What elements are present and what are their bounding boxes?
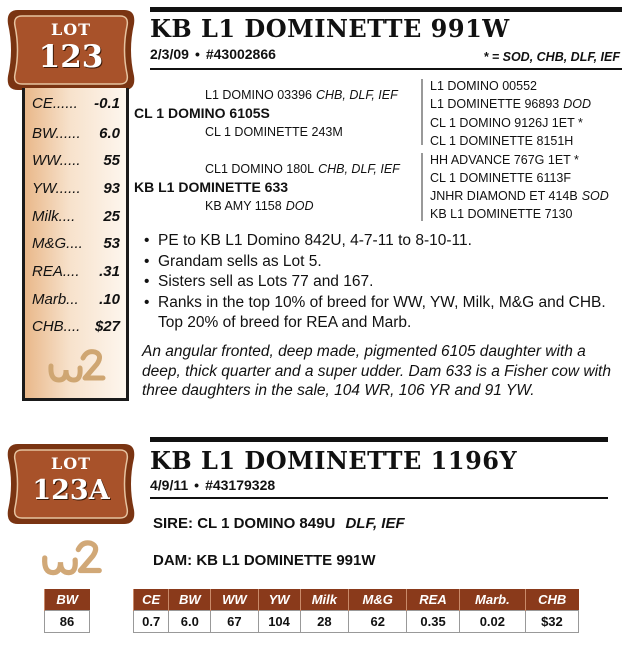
ped-name: JNHR DIAMOND ET 414B [430, 189, 578, 203]
epd-header: Marb. [459, 589, 525, 611]
stat-label: REA.... [32, 263, 80, 280]
separator: • [194, 477, 200, 493]
bw-header: BW [45, 589, 90, 611]
stat-yw [32, 180, 120, 197]
stat-bw [32, 125, 120, 142]
stat-label: YW...... [32, 180, 81, 197]
stat-value: 25 [103, 208, 120, 225]
stat-marb [32, 291, 120, 308]
separator: • [194, 46, 200, 62]
stat-value: 6.0 [99, 125, 120, 142]
birthdate: 2/3/09 [150, 46, 189, 62]
ped-name: L1 DOMINO 00552 [430, 79, 537, 93]
epd-value: 0.7 [134, 611, 169, 633]
dam-name: KB L1 DOMINETTE 991W [196, 552, 376, 569]
ped-codes: CHB, DLF, IEF [316, 88, 398, 102]
ped-codes: SOD [581, 189, 609, 203]
lot-number: 123A [32, 475, 110, 506]
stat-label: CHB.... [32, 318, 81, 335]
epd-header: YW [258, 589, 300, 611]
stat-value: 93 [103, 180, 120, 197]
ped-name: CL 1 DOMINO 9126J 1ET * [430, 116, 583, 130]
note-item: • Ranks in the top 10% of breed for WW, YW, Milk, M&G and CHB. Top 20% of breed for REA and Marb. [142, 293, 622, 334]
title-rule [150, 437, 608, 442]
pedigree-dam-dam [205, 199, 313, 213]
epd-value: 67 [211, 611, 258, 633]
stat-label: Marb... [32, 291, 79, 308]
sire-codes: DLF, IEF [345, 515, 405, 532]
note-item: • PE to KB L1 Domino 842U, 4-7-11 to 8-10-11. [142, 231, 622, 252]
stat-value: $27 [94, 318, 120, 335]
birth-weight-table [44, 589, 90, 633]
lot-label: LOT [50, 20, 92, 39]
ped-name: KB L1 DOMINETTE 7130 [430, 207, 573, 221]
note-item: • Sisters sell as Lots 77 and 167. [142, 272, 622, 293]
pedigree-dam-sire [205, 162, 400, 176]
stat-rea [32, 263, 120, 280]
animal-name: KB L1 DOMINETTE 991W [150, 14, 510, 43]
pedigree-g3 [430, 97, 591, 111]
stat-label: Milk.... [32, 208, 76, 225]
ped-name: HH ADVANCE 767G 1ET * [430, 153, 579, 167]
w2-brand-icon [40, 537, 104, 581]
epd-header: CE [134, 589, 169, 611]
epd-header: REA [407, 589, 460, 611]
pedigree-g3 [430, 116, 587, 130]
codes-legend: * = SOD, CHB, DLF, IEF [483, 50, 620, 64]
epd-header: BW [169, 589, 211, 611]
epd-value: $32 [525, 611, 578, 633]
pedigree-g3 [430, 207, 576, 221]
epd-table [133, 589, 579, 633]
note-item: • Grandam sells as Lot 5. [142, 252, 622, 273]
pedigree-sire-sire [205, 88, 398, 102]
ped-name: L1 DOMINO 03396 [205, 88, 312, 102]
animal-name: KB L1 DOMINETTE 1196Y [150, 446, 518, 475]
epd-sidebar [22, 88, 129, 401]
stat-value: .31 [99, 263, 120, 280]
registration-number: #43179328 [205, 477, 276, 493]
epd-value: 28 [300, 611, 349, 633]
header-rule [150, 68, 622, 70]
dam-label: DAM: [153, 552, 193, 569]
epd-header-row [134, 589, 579, 611]
pedigree-g3 [430, 171, 575, 185]
lot-badge [4, 6, 138, 94]
pedigree-sire: CL 1 DOMINO 6105S [134, 105, 270, 121]
ped-name: KB AMY 1158 [205, 199, 282, 213]
stat-label: M&G.... [32, 235, 83, 252]
lot-badge [4, 440, 138, 528]
pedigree-g3 [430, 134, 577, 148]
stat-value: -0.1 [94, 95, 120, 112]
epd-header: CHB [525, 589, 578, 611]
stat-label: BW...... [32, 125, 81, 142]
stat-value: 55 [103, 152, 120, 169]
notes-list [142, 231, 622, 334]
ped-name: L1 DOMINETTE 96893 [430, 97, 560, 111]
registration-number: #43002866 [205, 46, 276, 62]
epd-value: 0.35 [407, 611, 460, 633]
sire-name: CL 1 DOMINO 849U [197, 515, 336, 532]
epd-header: M&G [349, 589, 407, 611]
pedigree-g3 [430, 79, 541, 93]
dam-line [153, 552, 376, 569]
sire-line [153, 515, 405, 532]
stat-chb [32, 318, 120, 335]
animal-id-line [150, 477, 275, 493]
ped-name: CL 1 DOMINETTE 243M [205, 125, 343, 139]
lot-number: 123 [38, 39, 104, 75]
epd-value: 6.0 [169, 611, 211, 633]
stat-mg [32, 235, 120, 252]
epd-value-row [134, 611, 579, 633]
ped-codes: DOD [563, 97, 591, 111]
stat-ww [32, 152, 120, 169]
title-rule [150, 7, 622, 12]
stat-ce [32, 95, 120, 112]
sire-label: SIRE: [153, 515, 194, 532]
w2-brand-icon [47, 346, 107, 388]
stat-label: WW..... [32, 152, 81, 169]
pedigree-bracket [421, 153, 423, 221]
ped-codes: DOD [285, 199, 314, 213]
epd-header: WW [211, 589, 258, 611]
stat-value: .10 [99, 291, 120, 308]
animal-id-line [150, 46, 276, 62]
pedigree-bracket [421, 79, 423, 145]
ped-name: CL1 DOMINO 180L [205, 162, 315, 176]
bw-value: 86 [45, 611, 90, 633]
description: An angular fronted, deep made, pigmented 6105 daughter with a deep, thick quarter and a super udder. Dam 633 is a Fisher cow with three daughters in the sale, 104 WR, 106 YR and 91 YW. [142, 343, 611, 399]
ped-name: CL 1 DOMINETTE 6113F [430, 171, 572, 185]
pedigree-g3 [430, 153, 583, 167]
birthdate: 4/9/11 [150, 477, 189, 493]
stat-label: CE...... [32, 95, 78, 112]
pedigree-sire-dam [205, 125, 347, 139]
stat-value: 53 [103, 235, 120, 252]
pedigree-g3 [430, 189, 609, 203]
header-rule [150, 497, 608, 499]
stat-milk [32, 208, 120, 225]
ped-name: CL 1 DOMINETTE 8151H [430, 134, 574, 148]
epd-value: 0.02 [459, 611, 525, 633]
pedigree-dam: KB L1 DOMINETTE 633 [134, 179, 289, 195]
epd-header: Milk [300, 589, 349, 611]
ped-codes: CHB, DLF, IEF [318, 162, 400, 176]
lot-label: LOT [50, 454, 92, 473]
epd-value: 104 [258, 611, 300, 633]
epd-value: 62 [349, 611, 407, 633]
